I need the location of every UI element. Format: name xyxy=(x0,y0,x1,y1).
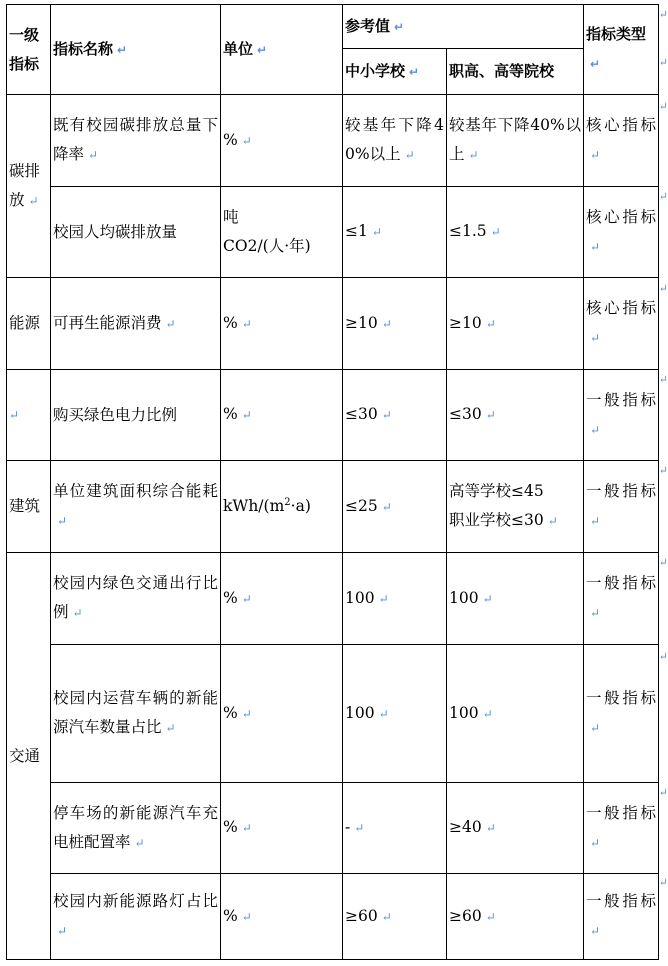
return-mark-icon: ↵ xyxy=(590,239,601,254)
unit-text: % xyxy=(223,313,238,332)
higher-value-text: ≥10 xyxy=(449,313,482,332)
category-cell xyxy=(7,95,51,278)
type-text: 一般指标 xyxy=(586,803,657,822)
indicator-table xyxy=(6,4,659,960)
header-name-text: 指标名称 xyxy=(53,39,114,58)
type-text: 一般指标 xyxy=(586,892,657,910)
type-cell xyxy=(584,874,659,960)
row-end-mark-icon: ↵ xyxy=(658,876,668,889)
header-level1-text: 一级指标 xyxy=(9,25,40,73)
type-cell xyxy=(584,783,659,874)
indicator-name-cell xyxy=(51,645,221,783)
row-end-mark-icon: ↵ xyxy=(658,282,668,295)
indicator-name-cell xyxy=(51,553,221,645)
unit-cell xyxy=(221,95,343,187)
return-mark-icon: ↵ xyxy=(9,408,20,422)
header-unit xyxy=(221,5,343,95)
return-mark-icon: ↵ xyxy=(394,19,405,34)
header-level1 xyxy=(7,5,51,95)
higher-value-cell xyxy=(447,783,584,874)
primary-value-cell xyxy=(343,95,447,187)
higher-value-text: 高等学校≤45 xyxy=(449,482,544,500)
unit-cell xyxy=(221,783,343,874)
header-higher-text: 职高、高等院校 xyxy=(449,62,555,80)
primary-value-cell xyxy=(343,783,447,874)
higher-value-text: 100 xyxy=(449,588,479,607)
primary-value-cell xyxy=(343,187,447,278)
primary-value-text: ≥10 xyxy=(345,313,378,332)
header-type xyxy=(584,5,659,95)
unit-cell xyxy=(221,553,343,645)
return-mark-icon: ↵ xyxy=(241,133,252,148)
return-mark-icon: ↵ xyxy=(165,721,176,735)
return-mark-icon: ↵ xyxy=(482,591,493,606)
return-mark-icon: ↵ xyxy=(590,57,601,71)
category-text: 能源 xyxy=(9,314,41,332)
higher-value-cell xyxy=(447,645,584,783)
category-cell xyxy=(7,461,51,553)
primary-value-text: ≥60 xyxy=(345,906,378,925)
return-mark-icon: ↵ xyxy=(590,422,601,437)
primary-value-cell xyxy=(343,461,447,553)
primary-value-text: 较基年下降40%以上 xyxy=(345,116,444,163)
table-row xyxy=(7,461,659,553)
header-primary-text: 中小学校 xyxy=(345,61,406,80)
row-end-mark-icon: ↵ xyxy=(658,56,668,69)
indicator-name-text: 校园人均碳排放量 xyxy=(53,222,178,241)
row-end-mark-icon: ↵ xyxy=(658,650,668,663)
header-primary xyxy=(343,49,447,95)
higher-value-text: ≥60 xyxy=(449,906,482,925)
unit-kwh-sup: 2 xyxy=(284,496,291,508)
return-mark-icon: ↵ xyxy=(485,316,496,331)
indicator-name-text: 可再生能源消费 xyxy=(53,313,162,332)
return-mark-icon: ↵ xyxy=(57,924,68,938)
unit-text: % xyxy=(223,588,238,607)
type-text: 核心指标 xyxy=(586,299,657,317)
return-mark-icon: ↵ xyxy=(241,909,252,924)
unit-cell xyxy=(221,278,343,370)
return-mark-icon: ↵ xyxy=(482,706,493,721)
primary-value-text: - xyxy=(345,818,351,836)
unit-cell xyxy=(221,187,343,278)
table-row xyxy=(7,645,659,783)
primary-value-text: ≤25 xyxy=(345,496,378,515)
return-mark-icon: ↵ xyxy=(404,148,415,162)
type-text: 核心指标 xyxy=(586,116,657,134)
higher-value-text: 100 xyxy=(449,703,479,722)
primary-value-text: ≤1 xyxy=(345,222,368,240)
indicator-name-cell xyxy=(51,187,221,278)
row-end-mark-icon: ↵ xyxy=(658,190,668,203)
return-mark-icon: ↵ xyxy=(490,225,501,239)
return-mark-icon: ↵ xyxy=(378,706,389,721)
indicator-name-cell xyxy=(51,370,221,461)
return-mark-icon: ↵ xyxy=(381,499,392,514)
indicator-name-cell xyxy=(51,95,221,187)
indicator-name-text: 校园内新能源路灯占比 xyxy=(53,892,218,910)
return-mark-icon: ↵ xyxy=(485,909,496,924)
higher-value-cell xyxy=(447,95,584,187)
unit-text: % xyxy=(223,405,238,423)
table-row xyxy=(7,278,659,370)
indicator-name-cell xyxy=(51,461,221,553)
return-mark-icon: ↵ xyxy=(241,821,252,835)
table-row xyxy=(7,783,659,874)
primary-value-cell xyxy=(343,874,447,960)
return-mark-icon: ↵ xyxy=(547,514,558,528)
primary-value-cell xyxy=(343,553,447,645)
table-row xyxy=(7,874,659,960)
table-row xyxy=(7,95,659,187)
higher-value-text-2: 职业学校≤30 xyxy=(449,511,544,529)
type-cell xyxy=(584,461,659,553)
return-mark-icon: ↵ xyxy=(381,408,392,422)
type-text: 核心指标 xyxy=(586,207,657,226)
type-cell xyxy=(584,187,659,278)
primary-value-cell xyxy=(343,370,447,461)
return-mark-icon: ↵ xyxy=(590,721,601,735)
higher-value-text: ≤1.5 xyxy=(449,222,487,240)
type-cell xyxy=(584,370,659,461)
return-mark-icon: ↵ xyxy=(257,42,268,57)
type-text: 一般指标 xyxy=(586,482,657,500)
return-mark-icon: ↵ xyxy=(381,909,392,924)
unit-co: CO xyxy=(223,237,248,255)
unit-text: % xyxy=(223,703,238,722)
primary-value-cell xyxy=(343,645,447,783)
return-mark-icon: ↵ xyxy=(590,331,601,345)
return-mark-icon: ↵ xyxy=(485,821,496,835)
return-mark-icon: ↵ xyxy=(72,606,83,620)
return-mark-icon: ↵ xyxy=(381,316,392,331)
primary-value-text: ≤30 xyxy=(345,405,378,423)
higher-value-text: ≤30 xyxy=(449,405,482,423)
header-ref-text: 参考值 xyxy=(345,16,391,35)
return-mark-icon: ↵ xyxy=(88,148,99,162)
row-end-mark-icon: ↵ xyxy=(658,786,668,799)
return-mark-icon: ↵ xyxy=(354,821,365,835)
primary-value-text: 100 xyxy=(345,703,375,722)
type-cell xyxy=(584,95,659,187)
higher-value-cell xyxy=(447,461,584,553)
return-mark-icon: ↵ xyxy=(241,591,252,606)
unit-text xyxy=(223,497,311,515)
return-mark-icon: ↵ xyxy=(371,225,382,239)
higher-value-cell xyxy=(447,187,584,278)
indicator-name-text: 校园内绿色交通出行比例 xyxy=(53,574,218,621)
unit-cell xyxy=(221,461,343,553)
type-text: 一般指标 xyxy=(586,574,657,592)
higher-value-text: 较基年下降40%以上 xyxy=(449,116,582,163)
type-cell xyxy=(584,278,659,370)
return-mark-icon: ↵ xyxy=(165,316,176,331)
return-mark-icon: ↵ xyxy=(28,193,39,208)
unit-kwh-base: kWh/(m xyxy=(223,497,285,515)
category-cell xyxy=(7,553,51,960)
indicator-name-text: 既有校园碳排放总量下降率 xyxy=(53,116,218,163)
unit-text: % xyxy=(223,130,238,149)
indicator-name-cell xyxy=(51,278,221,370)
return-mark-icon: ↵ xyxy=(409,64,420,79)
higher-value-cell xyxy=(447,553,584,645)
return-mark-icon: ↵ xyxy=(241,706,252,721)
row-end-mark-icon: ↵ xyxy=(658,8,668,21)
category-cell xyxy=(7,370,51,461)
table-row xyxy=(7,187,659,278)
row-end-mark-icon: ↵ xyxy=(658,556,668,569)
header-higher xyxy=(447,49,584,95)
table-row xyxy=(7,553,659,645)
category-text: 碳排放 xyxy=(9,161,41,209)
indicator-name-cell xyxy=(51,783,221,874)
header-name xyxy=(51,5,221,95)
return-mark-icon: ↵ xyxy=(378,591,389,606)
return-mark-icon: ↵ xyxy=(590,148,601,162)
unit-text: % xyxy=(223,906,238,925)
row-end-mark-icon: ↵ xyxy=(658,373,668,386)
primary-value-text: 100 xyxy=(345,588,375,607)
type-text: 一般指标 xyxy=(586,689,657,707)
return-mark-icon: ↵ xyxy=(485,408,496,422)
row-end-mark-icon: ↵ xyxy=(658,100,668,113)
higher-value-text: ≥40 xyxy=(449,818,482,836)
header-unit-text: 单位 xyxy=(223,39,254,58)
return-mark-icon: ↵ xyxy=(468,148,479,162)
indicator-name-text: 校园内运营车辆的新能源汽车数量占比 xyxy=(53,689,218,736)
return-mark-icon: ↵ xyxy=(134,835,145,850)
return-mark-icon: ↵ xyxy=(117,42,128,57)
type-text: 一般指标 xyxy=(586,390,657,409)
primary-value-cell xyxy=(343,278,447,370)
unit-ton: 吨 xyxy=(223,208,239,226)
return-mark-icon: ↵ xyxy=(590,835,601,850)
higher-value-cell xyxy=(447,370,584,461)
return-mark-icon: ↵ xyxy=(590,514,601,528)
return-mark-icon: ↵ xyxy=(590,606,601,620)
row-end-mark-icon: ↵ xyxy=(658,464,668,477)
indicator-name-text: 购买绿色电力比例 xyxy=(53,405,178,424)
unit-cell xyxy=(221,370,343,461)
header-type-text: 指标类型 xyxy=(586,25,647,43)
unit-text: % xyxy=(223,818,238,836)
indicator-name-text: 单位建筑面积综合能耗 xyxy=(53,482,218,500)
indicator-name-cell xyxy=(51,874,221,960)
table-row xyxy=(7,370,659,461)
unit-co2-sub: 2 xyxy=(247,237,258,255)
category-text: 建筑 xyxy=(9,497,41,515)
category-text: 交通 xyxy=(9,746,41,765)
header-ref xyxy=(343,5,584,49)
return-mark-icon: ↵ xyxy=(590,924,601,938)
indicator-name-text: 停车场的新能源汽车充电桩配置率 xyxy=(53,803,218,851)
return-mark-icon: ↵ xyxy=(57,514,68,528)
higher-value-cell xyxy=(447,278,584,370)
unit-kwh-rest: ·a) xyxy=(290,497,311,515)
category-cell xyxy=(7,278,51,370)
return-mark-icon: ↵ xyxy=(241,408,252,422)
type-cell xyxy=(584,553,659,645)
return-mark-icon: ↵ xyxy=(241,316,252,331)
unit-cell xyxy=(221,874,343,960)
unit-rest: /(人·年) xyxy=(257,237,311,255)
unit-text xyxy=(223,208,311,255)
higher-value-cell xyxy=(447,874,584,960)
type-cell xyxy=(584,645,659,783)
unit-cell xyxy=(221,645,343,783)
